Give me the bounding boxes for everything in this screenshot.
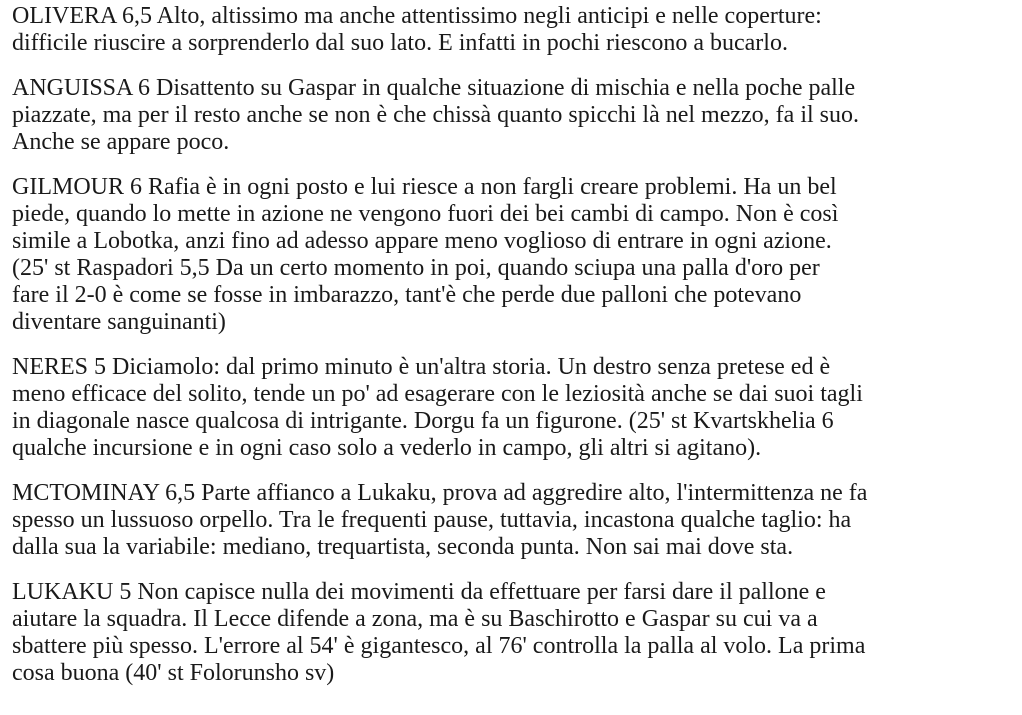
- text-line: cosa buona (40' st Folorunsho sv): [12, 660, 335, 686]
- text-line: fare il 2-0 è come se fosse in imbarazzo, tant'è che perde due palloni che potevano: [12, 282, 802, 308]
- text-line: piazzate, ma per il resto anche se non è che chissà quanto spicchi là nel mezzo, fa il suo.: [12, 102, 859, 128]
- player-rating-anguissa: [12, 75, 1022, 156]
- text-line: MCTOMINAY 6,5 Parte affianco a Lukaku, prova ad aggredire alto, l'intermittenza ne fa: [12, 480, 868, 506]
- player-rating-mctominay: [12, 480, 1022, 561]
- text-line: Anche se appare poco.: [12, 129, 230, 155]
- player-rating-lukaku: [12, 579, 1022, 687]
- text-line: simile a Lobotka, anzi fino ad adesso appare meno voglioso di entrare in ogni azione.: [12, 228, 832, 254]
- text-line: GILMOUR 6 Rafia è in ogni posto e lui riesce a non fargli creare problemi. Ha un bel: [12, 174, 837, 200]
- text-line: qualche incursione e in ogni caso solo a vederlo in campo, gli altri si agitano).: [12, 435, 762, 461]
- text-line: sbattere più spesso. L'errore al 54' è gigantesco, al 76' controlla la palla al volo. La prima: [12, 633, 866, 659]
- text-line: piede, quando lo mette in azione ne vengono fuori dei bei cambi di campo. Non è così: [12, 201, 839, 227]
- text-line: (25' st Raspadori 5,5 Da un certo momento in poi, quando sciupa una palla d'oro per: [12, 255, 820, 281]
- text-line: diventare sanguinanti): [12, 309, 226, 335]
- player-rating-neres: [12, 354, 1022, 462]
- player-rating-gilmour: [12, 174, 1022, 336]
- player-rating-olivera: [12, 3, 1022, 57]
- text-line: dalla sua la variabile: mediano, trequartista, seconda punta. Non sai mai dove sta.: [12, 534, 794, 560]
- text-line: LUKAKU 5 Non capisce nulla dei movimenti da effettuare per farsi dare il pallone e: [12, 579, 826, 605]
- text-line: difficile riuscire a sorprenderlo dal suo lato. E infatti in pochi riescono a bucarlo.: [12, 30, 788, 56]
- text-line: NERES 5 Diciamolo: dal primo minuto è un'altra storia. Un destro senza pretese ed è: [12, 354, 831, 380]
- text-line: ANGUISSA 6 Disattento su Gaspar in qualche situazione di mischia e nella poche palle: [12, 75, 856, 101]
- text-line: in diagonale nasce qualcosa di intrigante. Dorgu fa un figurone. (25' st Kvartskhelia 6: [12, 408, 834, 434]
- text-line: aiutare la squadra. Il Lecce difende a zona, ma è su Baschirotto e Gaspar su cui va a: [12, 606, 818, 632]
- text-line: spesso un lussuoso orpello. Tra le frequenti pause, tuttavia, incastona qualche taglio: ha: [12, 507, 852, 533]
- text-line: OLIVERA 6,5 Alto, altissimo ma anche attentissimo negli anticipi e nelle coperture:: [12, 3, 822, 29]
- text-line: meno efficace del solito, tende un po' ad esagerare con le leziosità anche se dai suoi tagli: [12, 381, 863, 407]
